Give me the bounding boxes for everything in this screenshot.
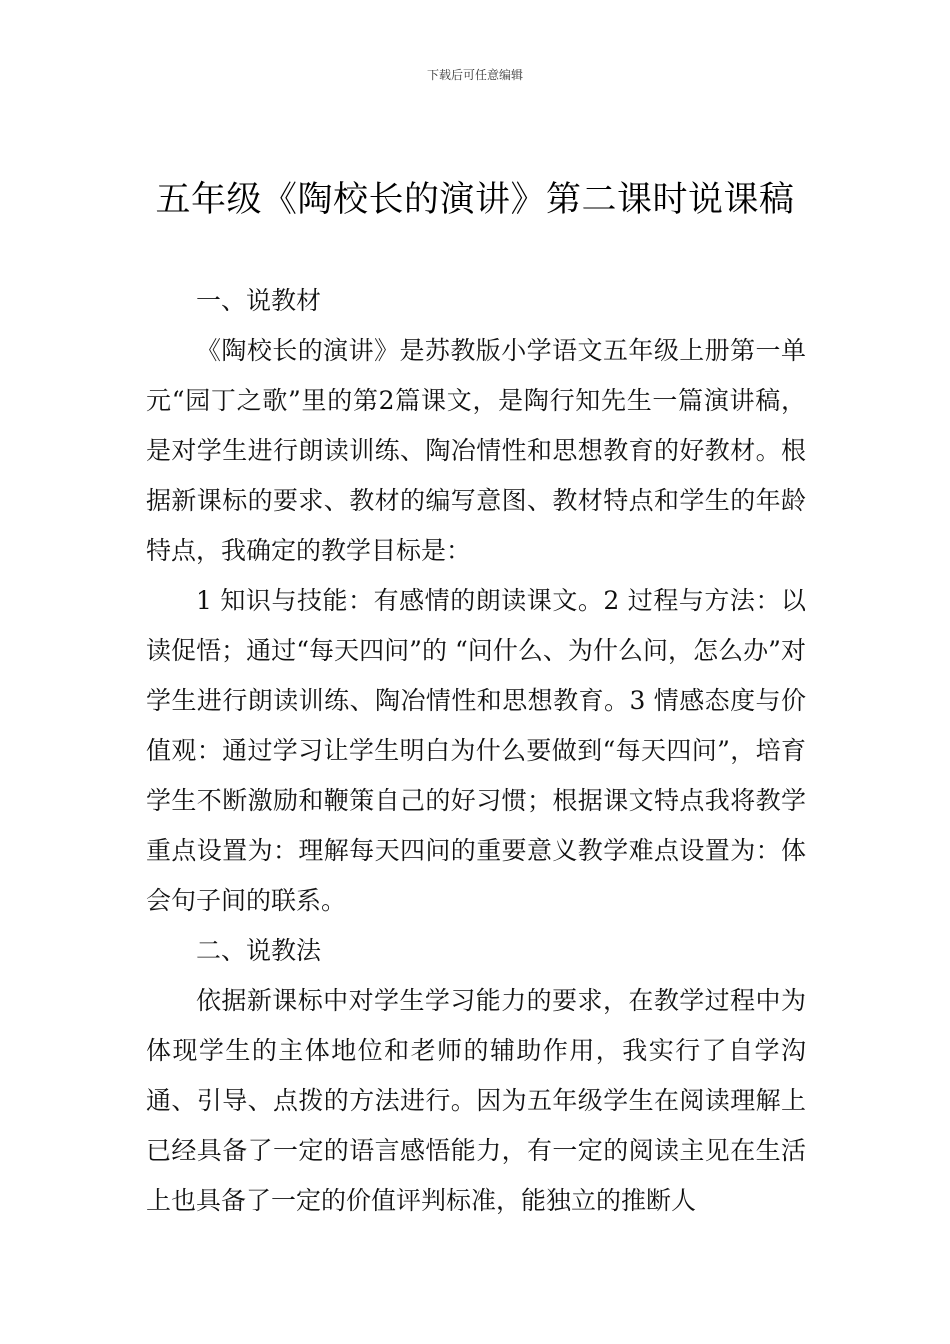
paragraph-teaching-goals: 1 知识与技能：有感情的朗读课文。2 过程与方法：以读促悟；通过“每天四问”的 “问什么、为什么问，怎么办”对学生进行朗读训练、陶冶情性和思想教育。3 情感态度与价值观：通过学习让学生明白为什么要做到“每天四问”，培育学生不断激励和鞭策自己的好习惯；根据课文特点我将教学重点设置为：理解每天四问的重要意义教学难点设置为：体会句子间的联系。 [146, 586, 806, 915]
paragraph-teaching-method: 依据新课标中对学生学习能力的要求，在教学过程中为体现学生的主体地位和老师的辅助作用，我实行了自学沟通、引导、点拨的方法进行。因为五年级学生在阅读理解上已经具备了一定的语言感悟能力，有一定的阅读主见在生活上也具备了一定的价值评判标准，能独立的推断人 [146, 986, 806, 1215]
section-heading-method: 二、说教法 [196, 936, 322, 965]
header-note: 下载后可任意编辑 [426, 68, 523, 82]
paragraph-textbook-intro: 《陶校长的演讲》是苏教版小学语文五年级上册第一单元“园丁之歌”里的第2篇课文，是陶行知先生一篇演讲稿，是对学生进行朗读训练、陶冶情性和思想教育的好教材。根据新课标的要求、教材的编写意图、教材特点和学生的年龄特点，我确定的教学目标是： [146, 336, 806, 565]
section-heading-textbook: 一、说教材 [196, 286, 322, 315]
document-body [146, 276, 806, 1226]
document-title: 五年级《陶校长的演讲》第二课时说课稿 [155, 180, 795, 220]
